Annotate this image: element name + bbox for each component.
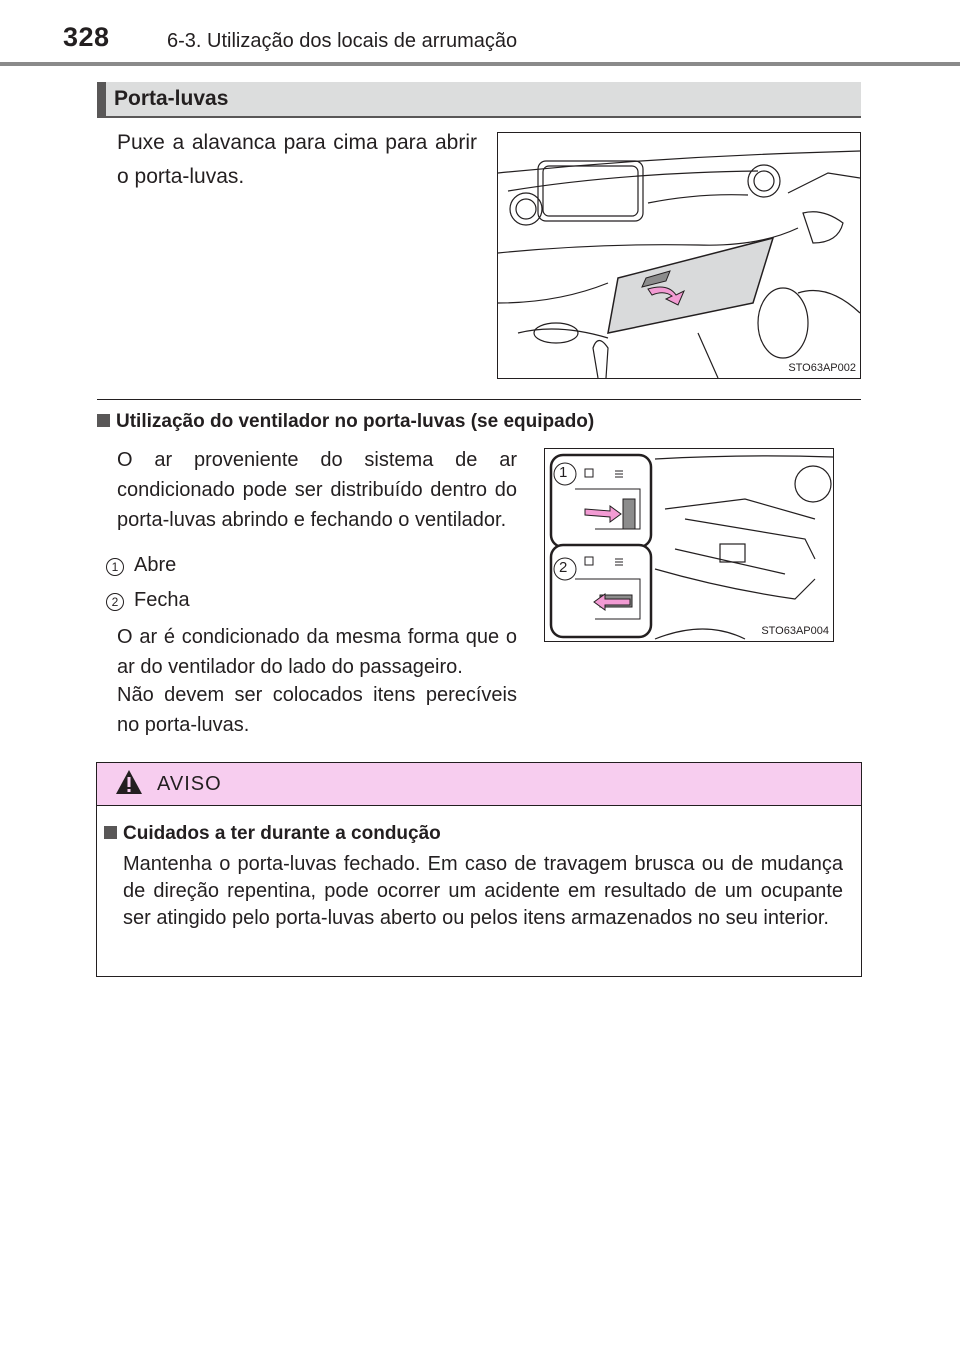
caution-heading bbox=[104, 823, 441, 845]
glovebox-lid bbox=[608, 238, 773, 333]
note-paragraph: Não devem ser colocados itens perecíveis no porta-luvas. bbox=[117, 684, 517, 736]
vent-drawing bbox=[545, 449, 833, 641]
figure-code: STO63AP002 bbox=[788, 362, 856, 374]
vent-illustration bbox=[544, 448, 834, 642]
warning-title: AVISO bbox=[157, 773, 222, 795]
section-bar bbox=[97, 82, 861, 118]
glovebox-illustration bbox=[497, 132, 861, 379]
callout-2: 2 bbox=[559, 559, 568, 576]
fan-paragraph: O ar proveniente do sistema de ar condicionado pode ser distribuído dentro do porta-luvas abrindo e fechando o ventilador. bbox=[117, 449, 517, 531]
header-rule bbox=[0, 62, 960, 66]
square-bullet-icon bbox=[104, 826, 117, 839]
square-bullet-icon bbox=[97, 414, 110, 427]
warning-triangle-icon bbox=[115, 769, 143, 795]
warning-box bbox=[96, 762, 862, 977]
number-2-icon: 2 bbox=[106, 593, 124, 611]
subsection-heading bbox=[97, 411, 594, 433]
figure-code: STO63AP004 bbox=[761, 625, 829, 637]
chapter-title: 6-3. Utilização dos locais de arrumação bbox=[167, 30, 518, 52]
item-label: Fecha bbox=[134, 589, 190, 611]
caution-text: Mantenha o porta-luvas fechado. Em caso de travagem brusca ou de mudança de direção repentina, pode ocorrer um acidente em resultado de um ocupante ser atingido pelo porta-luvas aberto ou pelos itens armazenados no seu interior. bbox=[123, 853, 843, 929]
divider bbox=[97, 399, 861, 400]
note-paragraph: O ar é condicionado da mesma forma que o ar do ventilador do lado do passageiro. bbox=[117, 626, 517, 678]
callout-1: 1 bbox=[559, 464, 568, 481]
section-title: Porta-luvas bbox=[114, 87, 229, 110]
dashboard-drawing bbox=[498, 133, 860, 378]
caution-heading-text: Cuidados a ter durante a condução bbox=[123, 823, 441, 844]
item-label: Abre bbox=[134, 554, 177, 576]
page-number: 328 bbox=[63, 22, 110, 52]
intro-text: Puxe a alavanca para cima para abrir o porta-luvas. bbox=[117, 131, 477, 188]
number-1-icon: 1 bbox=[106, 558, 124, 576]
subsection-heading-text: Utilização do ventilador no porta-luvas (se equipado) bbox=[116, 411, 595, 432]
warning-header bbox=[97, 763, 861, 806]
